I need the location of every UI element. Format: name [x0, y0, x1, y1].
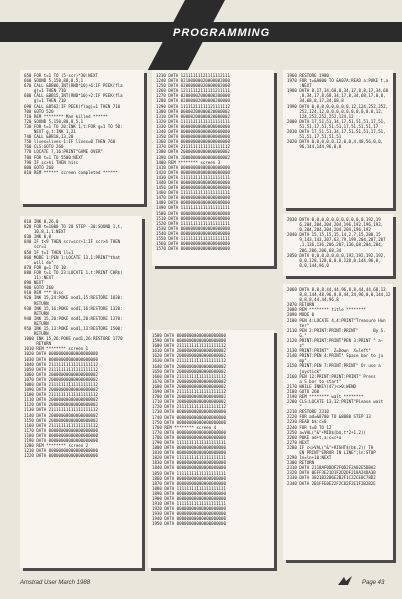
- code-line: 830 INK 0,0: [24, 234, 52, 240]
- code-line: 1720 DATA 21111111111111111112: [152, 404, 226, 410]
- code-line: a S bar to start": [287, 378, 342, 384]
- code-line: 1090 DATA 20000000000000000002: [24, 387, 98, 393]
- code-line: 2080 REM ******** title ********: [287, 307, 366, 313]
- code-line: 1150 DATA 20000000000000000002: [24, 417, 98, 423]
- code-line: 1020 DATA 00000000000000000000: [24, 351, 98, 357]
- listing-panel-bottom-center: [148, 330, 274, 568]
- code-line: 710 REM ******** Man killed ******: [24, 113, 108, 119]
- code-line: 1050 DATA 21111111111111111112: [24, 366, 98, 372]
- code-line: 920 INK 15,24:POKE nod1,15:RESTORE 1830:: [24, 295, 123, 301]
- code-line: RETURN: [24, 331, 49, 337]
- code-line: 1870 DATA 00000000000000000000: [152, 480, 226, 486]
- code-line: 1470 DATA 00000000000000000000: [156, 195, 230, 201]
- code-line: 1110 DATA 20000000000000000002: [24, 397, 98, 403]
- code-line: 1880 DATA 11111111111111111111: [152, 485, 226, 491]
- code-line: 1940 DATA 00000000000000000000: [152, 516, 226, 522]
- code-line: 790 IF sc>hi THEN hisc: [24, 159, 79, 165]
- code-line: 1290 DATA 11111211111121111112: [156, 103, 230, 109]
- code-line: 890 NEXT: [24, 280, 44, 286]
- code-line: 2100 PEN 4:LOCATE 4,4:PRINT"Treasure Hun: [287, 317, 386, 323]
- code-line: 950 INK 15,13:POKE nod1,13:RESTORE 1500:: [24, 325, 123, 331]
- listing-panel-top-center: [152, 70, 274, 266]
- code-line: 252,124,12,0,0,0,0,0,0,0,0,0,0,12,: [287, 108, 384, 114]
- code-line: 1600 DATA 21111111111111111112: [152, 343, 226, 349]
- code-line: 2190 REM ******** wait ********: [287, 393, 364, 399]
- code-line: 1480 DATA 00000000000000000000: [156, 200, 230, 206]
- code-line: 690 CALL &B562:IF PEEK(flag)=1 THEN 710: [24, 103, 121, 109]
- code-line: 1430 DATA 11111111111111111111: [156, 174, 230, 180]
- code-line: 1700 DATA 20000000000000000002: [152, 394, 226, 400]
- code-line: 1200 REM ******** screen 2: [24, 443, 89, 449]
- code-line: 2330 DATA 3821B22B6E2B2F1C22CE8C78D2: [287, 475, 376, 481]
- code-line: 1240 DATA 02100000020000002000: [156, 78, 230, 84]
- code-line: 1180 DATA 00000000000000000000: [24, 432, 98, 438]
- code-line: 1220 DATA 00000000000000000000: [24, 453, 98, 459]
- listing-panel-right-lower: [283, 284, 393, 560]
- code-line: 740 CALL &BB18,13,20: [24, 134, 74, 140]
- code-line: joystick": [287, 368, 322, 374]
- code-line: 1660 DATA 21111111111111111112: [152, 373, 226, 379]
- code-line: 2140 PRINT:PEN 4:PRINT" Space bar to ju: [287, 353, 384, 359]
- code-line: 1450 DATA 00000000000000000000: [156, 185, 230, 191]
- code-line: 1810 DATA 00000000000000000000: [152, 450, 226, 456]
- code-line: 810 REM ****** screen completed ******: [24, 169, 118, 175]
- code-line: 1490 DATA 11111111111111111111: [156, 205, 230, 211]
- code-line: RETURN: [24, 320, 49, 326]
- code-line: 1320 DATA 11111111111111111111: [156, 118, 230, 124]
- code-line: 1370 DATA 21111111111111111112: [156, 144, 230, 150]
- code-line: 0,204,204,204,204,204,196,192: [287, 227, 371, 233]
- code-line: 1210 DATA 00000000000000000000: [24, 448, 98, 454]
- code-line: 1830 DATA 00000000000000000000: [152, 460, 226, 466]
- issue-footer: Amstrad User March 1988: [20, 580, 91, 586]
- code-line: 1420 DATA 00000000000000000000: [156, 169, 230, 175]
- code-line: 2020 DATA 0,0,0,0,0,12,0,0,4,48,56,0,0,: [287, 139, 384, 145]
- code-line: 1280 DATA 02000002000000200000: [156, 98, 230, 104]
- code-line: 0,0,128,128,0,0,0,128,0,144,96,0,: [287, 257, 381, 263]
- code-line: 8,8,8,44,44,96,8: [287, 297, 339, 303]
- code-line: 1500 DATA 00000000000000000000: [156, 210, 230, 216]
- code-line: 1590 DATA 00000000000000000000: [152, 338, 226, 344]
- code-line: 2300 RETURN: [287, 460, 315, 466]
- code-line: 1340 DATA 00000000000000000000: [156, 129, 230, 135]
- code-line: 1740 DATA 00000000000000000000: [152, 414, 226, 420]
- code-line: 51,51,17,51,51,51,17,51,51,51,17: [287, 123, 379, 129]
- code-line: 0,0,144,96,0: [287, 262, 329, 268]
- code-line: 1670 DATA 20000000000000000002: [152, 378, 226, 384]
- code-line: 34,68,8,17,34,68,8: [287, 98, 344, 104]
- code-line: 1040 DATA 21111111111111111112: [24, 361, 98, 367]
- code-line: 650 FOR t=1 TO (5-scr)*30:NEXT: [24, 73, 98, 78]
- code-line: 2200 CLS:LOCATE 13,12:PRINT"Please wait: [287, 399, 384, 405]
- code-line: 1410 DATA 00000000000000000000: [156, 164, 230, 170]
- code-line: 1100 DATA 21111111111111111112: [24, 392, 98, 398]
- code-line: 2050 DATA 0,0,0,0,0,0,0,192,192,192,192,: [287, 252, 386, 258]
- code-line: RETURN: [24, 300, 49, 306]
- code-line: 2160 PEN 12:PRINT:PRINT:PRINT" Press: [287, 373, 376, 379]
- code-line: 800 GOTO 260: [24, 164, 54, 170]
- code-line: 670 CALL &BB06,INT(RND*10)+6:IF PEEK(fla: [24, 83, 123, 89]
- code-line: ter": [287, 322, 310, 328]
- code-line: 1130 DATA 21111111111111111112: [24, 407, 98, 413]
- code-line: 1990 DATA 0,0,0,0,0,0,0,0,12,124,252,252,: [287, 103, 389, 109]
- code-line: 1230 DATA 12111111121111112111: [156, 73, 230, 78]
- code-line: 1800 DATA 00000000000000000000: [152, 445, 226, 451]
- section-label: PROGRAMMING: [167, 26, 276, 40]
- code-line: 1300 DATA 00000200000020000002: [156, 108, 230, 114]
- code-line: 1640 DATA 20000000000000000002: [152, 363, 226, 369]
- code-line: 1860 DATA 00000000000000000000: [152, 475, 226, 481]
- code-line: 930 INK 15,16:POKE nod1,16:RESTORE 1320:: [24, 305, 123, 311]
- code-line: 1260 DATA 12111112111111211111: [156, 88, 230, 94]
- code-line: 750 lives=lives-1:IF lives=0 THEN 760: [24, 139, 116, 145]
- code-line: 780 FOR t=1 TO 5500:NEXT: [24, 154, 84, 160]
- code-line: 1890 DATA 00000000000000000000: [152, 490, 226, 496]
- code-line: 730 FOR t=1 TO 20:INK 1,t:FOR g=1 TO 50:: [24, 123, 123, 129]
- code-line: 96,144,144,96,0,0: [287, 144, 342, 150]
- code-line: 1910 DATA 11111111111111111111: [152, 501, 226, 507]
- code-line: 1930 DATA 00000000000000000000: [152, 511, 226, 517]
- code-line: 124,252,252,252,124,12: [287, 113, 354, 119]
- code-line: 2070 RETURN: [287, 302, 315, 308]
- listing-panel-top-left: [20, 70, 144, 204]
- code-line: 1820 DATA 11111111111111111111: [152, 455, 226, 461]
- code-line: 910 REM *** Hisc: [24, 290, 64, 296]
- code-line: 1250 DATA 02000000020000002000: [156, 83, 230, 89]
- code-line: 1520 DATA 11111111111111111111: [156, 220, 230, 226]
- code-line: EN PRINT"ERROR IN LINE";ln:STOP: [287, 450, 376, 455]
- code-line: 1960 RESTORE 1980: [287, 73, 329, 78]
- code-line: 1310 DATA 00000200000020000002: [156, 113, 230, 119]
- code-line: 2240 FOR t=0 TO 12: [287, 424, 332, 430]
- code-line: ": [287, 404, 302, 410]
- code-line: 2320 DATA 0EFF3E21D1F2D2DF218A24DA3B: [287, 470, 376, 476]
- code-line: will do": [24, 259, 54, 265]
- code-line: 1460 DATA 11111111111111111111: [156, 190, 230, 196]
- code-line: 850 IF t=1 THEN ll=1: [24, 249, 74, 255]
- code-line: 2110 PEN 2:PRINT:PRINT:PRINT" By S.: [287, 327, 386, 333]
- code-line: 1610 DATA 20000000000000000002: [152, 348, 226, 354]
- code-line: 1270 DATA 02000002000000200000: [156, 93, 230, 99]
- code-line: RETURN: [24, 341, 52, 347]
- code-line: 2170 WHILE INKEY(47)<>0:WEND: [287, 383, 357, 389]
- code-line: ,1,136,136,206,207,136,68,204,204,: [287, 242, 384, 248]
- code-line: 1570 DATA 00000000000000000000: [156, 246, 230, 252]
- code-line: 1850 DATA 11111111111111111111: [152, 470, 226, 476]
- code-line: 870 FOR g=1 TO 10: [24, 264, 66, 270]
- code-line: 1550 DATA 11111111111111111111: [156, 236, 230, 241]
- code-line: 760 CLS:GOTO 260: [24, 144, 64, 150]
- code-line: 660 SOUND 5,150,80,8,5,1: [24, 78, 84, 84]
- code-line: 2230 READ b$:c=0: [287, 419, 327, 425]
- code-line: 1120 DATA 20000000000000000002: [24, 402, 98, 408]
- code-line: 2270 NEXT: [287, 439, 310, 445]
- code-line: 1560 DATA 00000000000000000000: [156, 241, 230, 247]
- listing-panel-top-right: [283, 70, 393, 208]
- code-line: 2030 DATA 0,0,0,0,0,0,0,0,0,0,0,192,19: [287, 217, 381, 222]
- code-line: 940 INK 15,20:POKE nod1,20:RESTORE 1370:: [24, 315, 123, 321]
- code-line: 2090 MODE 0: [287, 312, 315, 318]
- code-line: 1620 DATA 20000000000000000002: [152, 353, 226, 359]
- page-number: Page 43: [362, 580, 385, 586]
- code-line: 1030 DATA 00000000000000000000: [24, 356, 98, 362]
- code-line: 1400 REM ******** screen 3: [156, 159, 221, 165]
- code-line: 1540 DATA 00000000000000000000: [156, 230, 230, 236]
- code-line: 900 GOTO 260: [24, 285, 54, 291]
- code-line: 2010 DATA 17,51,51,34,17,51,51,51,17,51,: [287, 129, 386, 135]
- code-line: 2280 IF c<>VAL("&"+RIGHT$(b$,2)) TH: [287, 444, 374, 450]
- code-line: 6,204,204,204,204,196,192,196,192,: [287, 222, 384, 228]
- code-line: 11):NEXT: [24, 275, 54, 281]
- code-line: 2290 ln=ln+10:NEXT: [287, 455, 332, 461]
- code-line: 1190 DATA 00000000000000000000: [24, 438, 98, 444]
- code-line: 2250 a=VAL("&"+MID$(b$,t*2+1,2)): [287, 429, 366, 435]
- code-line: 700 GOTO 520: [24, 108, 54, 114]
- code-line: 1080 DATA 21111111111111111112: [24, 382, 98, 387]
- code-line: mp": [287, 358, 307, 364]
- code-line: 1170 DATA 00000000000000000000: [24, 427, 98, 433]
- code-line: 2260 POKE ad+t,a:c=c+a: [287, 434, 342, 440]
- code-line: 1920 DATA 00000000000000000000: [152, 506, 226, 512]
- code-line: 1580 DATA 00000000000000000000: [152, 333, 226, 338]
- arrow-logo-icon: [338, 576, 352, 586]
- code-line: 1970 FOR t=&A000 TO &A07A:READ a:POKE t,a: [287, 78, 389, 84]
- code-line: 770 LOCATE 7,16:PRINT"GAME OVER": [24, 149, 103, 155]
- code-line: 2130 PRINT:PRINT" Z=Down X=left": [287, 348, 371, 354]
- code-line: 1680 DATA 20000000000000000002: [152, 383, 226, 389]
- code-line: 1950 DATA 00000000000000000000: [152, 521, 226, 527]
- code-line: 1840 DATA 00000000000000000000: [152, 465, 226, 471]
- code-line: 1630 DATA 21111111111111111112: [152, 358, 226, 364]
- code-line: 2310 DATA 2118AF0DDF2F0D2F2A02E5DBA2: [287, 465, 376, 471]
- code-line: 1010 REM ******** screen 1: [24, 346, 89, 352]
- code-line: 1070 DATA 20000000000000000002: [24, 376, 98, 382]
- code-line: 860 MODE 1:PEN 1:LOCATE 13,1:PRINT"that: [24, 254, 121, 260]
- code-line: 9,143,143,207,63,79,199,204,207,207: [287, 237, 386, 243]
- code-line: 51,51,17,51,51,51: [287, 134, 342, 140]
- code-line: RETURN: [24, 310, 49, 316]
- code-line: 1730 DATA 00000000000000000000: [152, 409, 226, 415]
- code-line: 1000 INK 15,26:POKE nod1,26:RESTORE 1770: [24, 336, 123, 342]
- code-line: 1140 DATA 20000000000000000002: [24, 412, 98, 418]
- code-line: 1350 DATA 00000000000000000000: [156, 134, 230, 140]
- code-line: 2340 DATA 2B1FFE0E22F2C82F2E1F2B2B2E: [287, 480, 376, 486]
- code-line: 880 FOR t=1 TO 23:LOCATE 1,t:PRINT CHR$(: [24, 269, 123, 275]
- code-line: :NEXT: [287, 83, 312, 89]
- code-line: 2220 FOR ad=&8700 TO &8880 STEP 13: [287, 414, 371, 420]
- listing-panel-middle-right: [283, 214, 393, 276]
- code-line: 810 INK 0,26,0: [24, 219, 59, 224]
- code-line: 720 SOUND 5,150,80,8,5,1: [24, 118, 84, 124]
- code-line: g)=1 THEN 710: [24, 88, 66, 94]
- code-line: 1330 DATA 00000000000000000000: [156, 123, 230, 129]
- code-line: 1650 DATA 20000000000000000002: [152, 368, 226, 374]
- code-line: 2040 DATA 15,15,15,15,14,2,7,15,200,15: [287, 232, 381, 238]
- code-line: 1530 DATA 00000000000000000000: [156, 225, 230, 231]
- code-line: 8,8,144,48,96,8,8,44,24,96,0,0,144,12: [287, 292, 391, 298]
- code-line: 1440 DATA 00000000000000000000: [156, 179, 230, 185]
- code-line: 1790 DATA 11111111111111111111: [152, 439, 226, 445]
- code-line: 2210 RESTORE 2310: [287, 409, 329, 415]
- code-line: G.": [287, 332, 307, 338]
- listing-panel-mid-left: [20, 216, 142, 568]
- code-line: 1690 DATA 21111111111111111112: [152, 389, 226, 395]
- code-line: 2180 GOTO 260: [287, 388, 320, 394]
- code-line: g)=1 THEN 710: [24, 98, 66, 104]
- code-line: 1900 DATA 00000000000000000000: [152, 496, 226, 501]
- code-line: 1390 DATA 20000000000000000002: [156, 154, 230, 160]
- code-line: z": [287, 343, 305, 349]
- code-line: 206,206,206,68,34: [287, 247, 342, 253]
- code-line: 1060 DATA 20000000000000000002: [24, 371, 98, 377]
- code-line: scr=1: [24, 244, 47, 250]
- code-line: 840 IF t<9 THEN scr=scr+1:IF scr>4 THEN: [24, 239, 121, 245]
- code-line: 2060 DATA 8,8,8,44,44,96,8,8,44,44,68,12: [287, 287, 386, 292]
- code-line: ,8,34,17,8,68,34,17,8,34,68,17,8,8,: [287, 93, 386, 99]
- code-line: 820 FOR t=1000 TO 20 STEP -30:SOUND 1,t,: [24, 224, 123, 230]
- code-line: 1160 DATA 21111111111111111112: [24, 422, 98, 428]
- code-line: 1980 DATA 8,17,34,68,8,34,17,8,8,17,34,68: [287, 88, 389, 94]
- code-line: 1710 DATA 20000000000000000002: [152, 399, 226, 405]
- code-line: 680 CALL &BB15,INT(RND*10)+2:IF PEEK(fla: [24, 93, 123, 99]
- code-line: 1380 DATA 20000000000000000002: [156, 149, 230, 155]
- code-line: 2150 PRINT:PEN 7:PRINT:PRINT" Or use a: [287, 363, 381, 369]
- code-line: 1780 DATA 00000000000000000000: [152, 434, 226, 440]
- code-line: 1760 REM ******** screen 4: [152, 424, 217, 430]
- code-line: 1750 DATA 00000000000000000000: [152, 419, 226, 425]
- code-line: 1360 DATA 00000000000000000000: [156, 139, 230, 145]
- code-line: 2120 PRINT:PRINT:PRINT"PEN 3:PRINT " a-: [287, 337, 384, 343]
- code-line: 1770 DATA 00000000000000000000: [152, 429, 226, 435]
- code-line: 1510 DATA 00000000000000000000: [156, 215, 230, 221]
- code-line: 10,8,1,1:NEXT: [24, 229, 66, 235]
- code-line: NEXT g,t:INK 1,21: [24, 129, 76, 135]
- code-line: 2000 DATA 17,51,51,34,17,51,51,51,17,51,: [287, 118, 386, 124]
